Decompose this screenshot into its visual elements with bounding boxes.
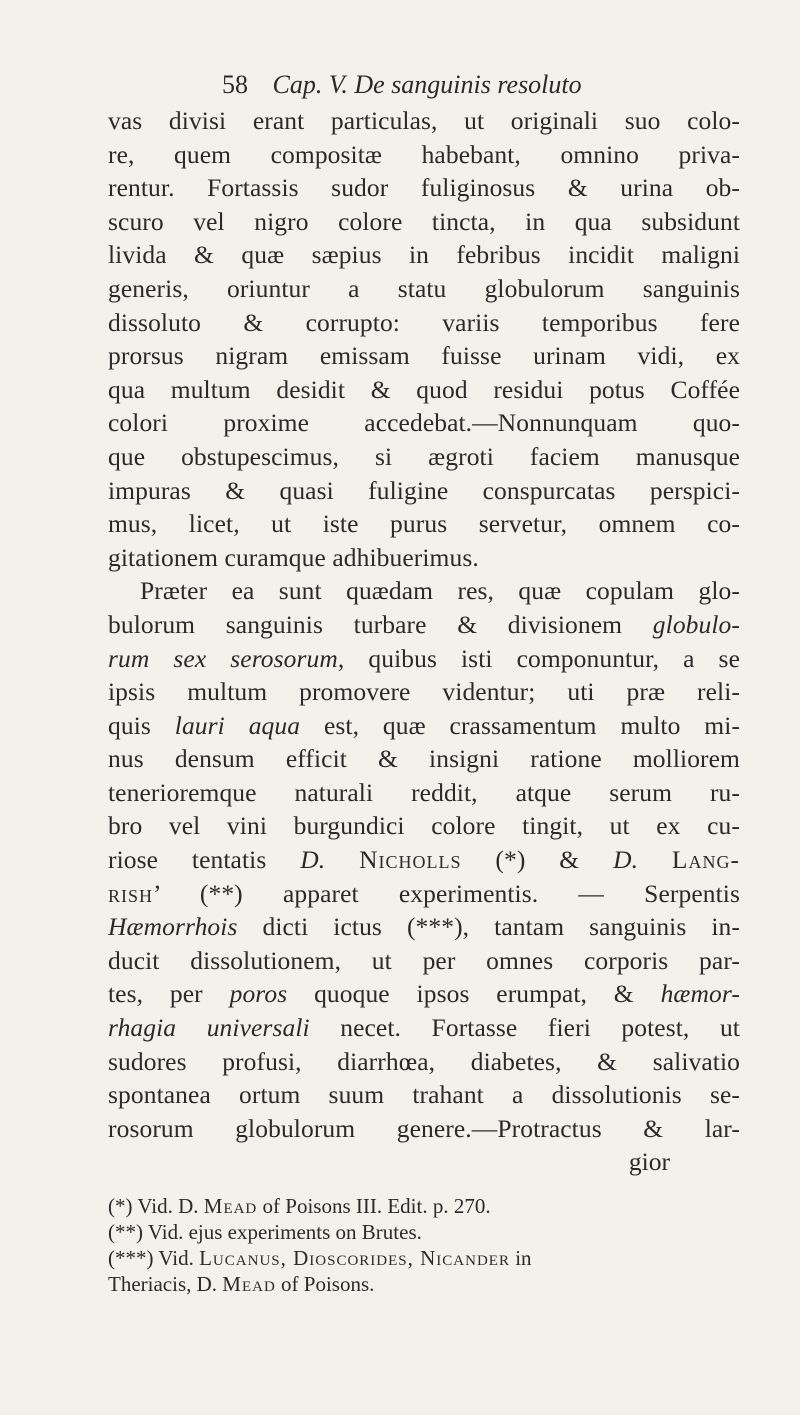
italic-term: rhagia universali — [108, 1013, 310, 1043]
text-line: rosorum globulorum genere.—Protractus & lar- — [108, 1113, 740, 1143]
running-head — [222, 70, 740, 104]
text-line: re, quem compositæ habebant, omnino priva- — [108, 139, 740, 169]
text-line: que obstupescimus, si ægroti faciem manusque — [108, 441, 740, 471]
author-name: Mead — [222, 1272, 276, 1297]
text-line: generis, oriuntur a statu globulorum sanguinis — [108, 273, 740, 303]
text-line: dissoluto & corrupto: variis temporibus fere — [108, 307, 740, 337]
text-line — [108, 608, 740, 642]
text-line: ipsis multum promovere videntur; uti præ reli- — [108, 677, 740, 707]
text-line: mus, licet, ut iste purus servetur, omnem co- — [108, 509, 740, 539]
page-number: 58 — [222, 70, 248, 99]
italic-term: lauri aqua — [174, 710, 301, 740]
text-line: impuras & quasi fuligine conspurcatas perspici- — [108, 475, 740, 505]
author-name: Mead — [203, 1194, 258, 1219]
text-line — [108, 977, 740, 1011]
text-line — [108, 877, 740, 911]
text-run: ’ (**) apparet experimentis. — Serpentis — [153, 878, 740, 908]
text-run: of Poisons III. Edit. p. 270. — [262, 1194, 491, 1219]
footnote-1 — [108, 1193, 740, 1219]
author-name: Lang- — [671, 845, 740, 875]
text-run: , quibus isti componuntur, a se — [337, 643, 740, 673]
text-line: bro vel vini burgundici colore tingit, ut ex cu- — [108, 811, 740, 841]
text-run: riose tentatis — [108, 845, 267, 875]
text-run: (***) Vid. — [108, 1246, 194, 1271]
author-name: Lucanus, Dioscorides, Nicander — [199, 1246, 510, 1271]
italic-term: rum sex serosorum — [108, 643, 338, 673]
text-run: necet. Fortasse fieri potest, ut — [340, 1013, 740, 1043]
chapter-title: Cap. V. De sanguinis resoluto — [272, 70, 582, 99]
italic-term: Hæmorrhois — [108, 912, 238, 942]
paragraph-1 — [108, 104, 740, 574]
text-line: prorsus nigram emissam fuisse urinam vidi, ex — [108, 341, 740, 371]
text-run: of Poisons. — [281, 1272, 375, 1297]
author-name: rish — [108, 878, 154, 908]
text-line — [108, 642, 740, 676]
text-line: qua multum desidit & quod residui potus Coffée — [108, 374, 740, 404]
text-line: livida & quæ sæpius in febribus incidit maligni — [108, 240, 740, 270]
text-line: ducit dissolutionem, ut per omnes corporis par- — [108, 945, 740, 975]
text-line: scuro vel nigro colore tincta, in qua subsidunt — [108, 206, 740, 236]
footnotes — [108, 1193, 740, 1297]
text-line — [108, 910, 740, 944]
text-line: vas divisi erant particulas, ut originali suo colo- — [108, 106, 740, 135]
text-line: gitationem curamque adhibuerimus. — [108, 542, 479, 572]
footnote-3-continued — [108, 1271, 740, 1297]
text-run: bulorum sanguinis turbare & divisionem — [108, 609, 623, 639]
text-line: sudores profusi, diarrhœa, diabetes, & salivatio — [108, 1046, 740, 1076]
text-run: Præter ea sunt quædam res, quæ copulam glo- — [140, 576, 740, 606]
catchword: gior — [628, 1147, 670, 1177]
text-run: tes, per — [108, 979, 203, 1009]
italic-term: hæmor- — [660, 979, 740, 1009]
text-run: quis — [108, 710, 151, 740]
text-line — [108, 709, 740, 743]
italic-term: poros — [229, 979, 288, 1009]
text-line: colori proxime accedebat.—Nonnunquam quo- — [108, 408, 740, 438]
text-run: (*) Vid. D. — [108, 1194, 199, 1219]
body-text — [108, 104, 740, 1145]
author-name: Nicholls — [359, 845, 462, 875]
text-run: in — [515, 1246, 532, 1271]
text-run: quoque ipsos erumpat, & — [314, 979, 634, 1009]
footnote-2: (**) Vid. ejus experiments on Brutes. — [108, 1220, 422, 1245]
footnote-3 — [108, 1245, 740, 1271]
text-line: nus densum efficit & insigni ratione molliorem — [108, 744, 740, 774]
text-run: dicti ictus (***), tantam sanguinis in- — [262, 912, 740, 942]
text-run: Theriacis, D. — [108, 1272, 218, 1297]
text-run: (*) & — [495, 845, 580, 875]
text-line: rentur. Fortassis sudor fuliginosus & urina ob- — [108, 173, 740, 203]
text-line — [108, 1011, 740, 1045]
italic-term: globulo- — [652, 609, 740, 639]
text-line — [108, 574, 740, 608]
text-run: est, quæ crassamentum multo mi- — [323, 710, 740, 740]
text-line — [108, 843, 740, 877]
text-line: spontanea ortum suum trahant a dissolutionis se- — [108, 1080, 740, 1110]
text-line: tenerioremque naturali reddit, atque serum ru- — [108, 777, 740, 807]
italic-term: D. — [300, 845, 326, 875]
paragraph-2 — [108, 574, 740, 1145]
italic-term: D. — [613, 845, 639, 875]
